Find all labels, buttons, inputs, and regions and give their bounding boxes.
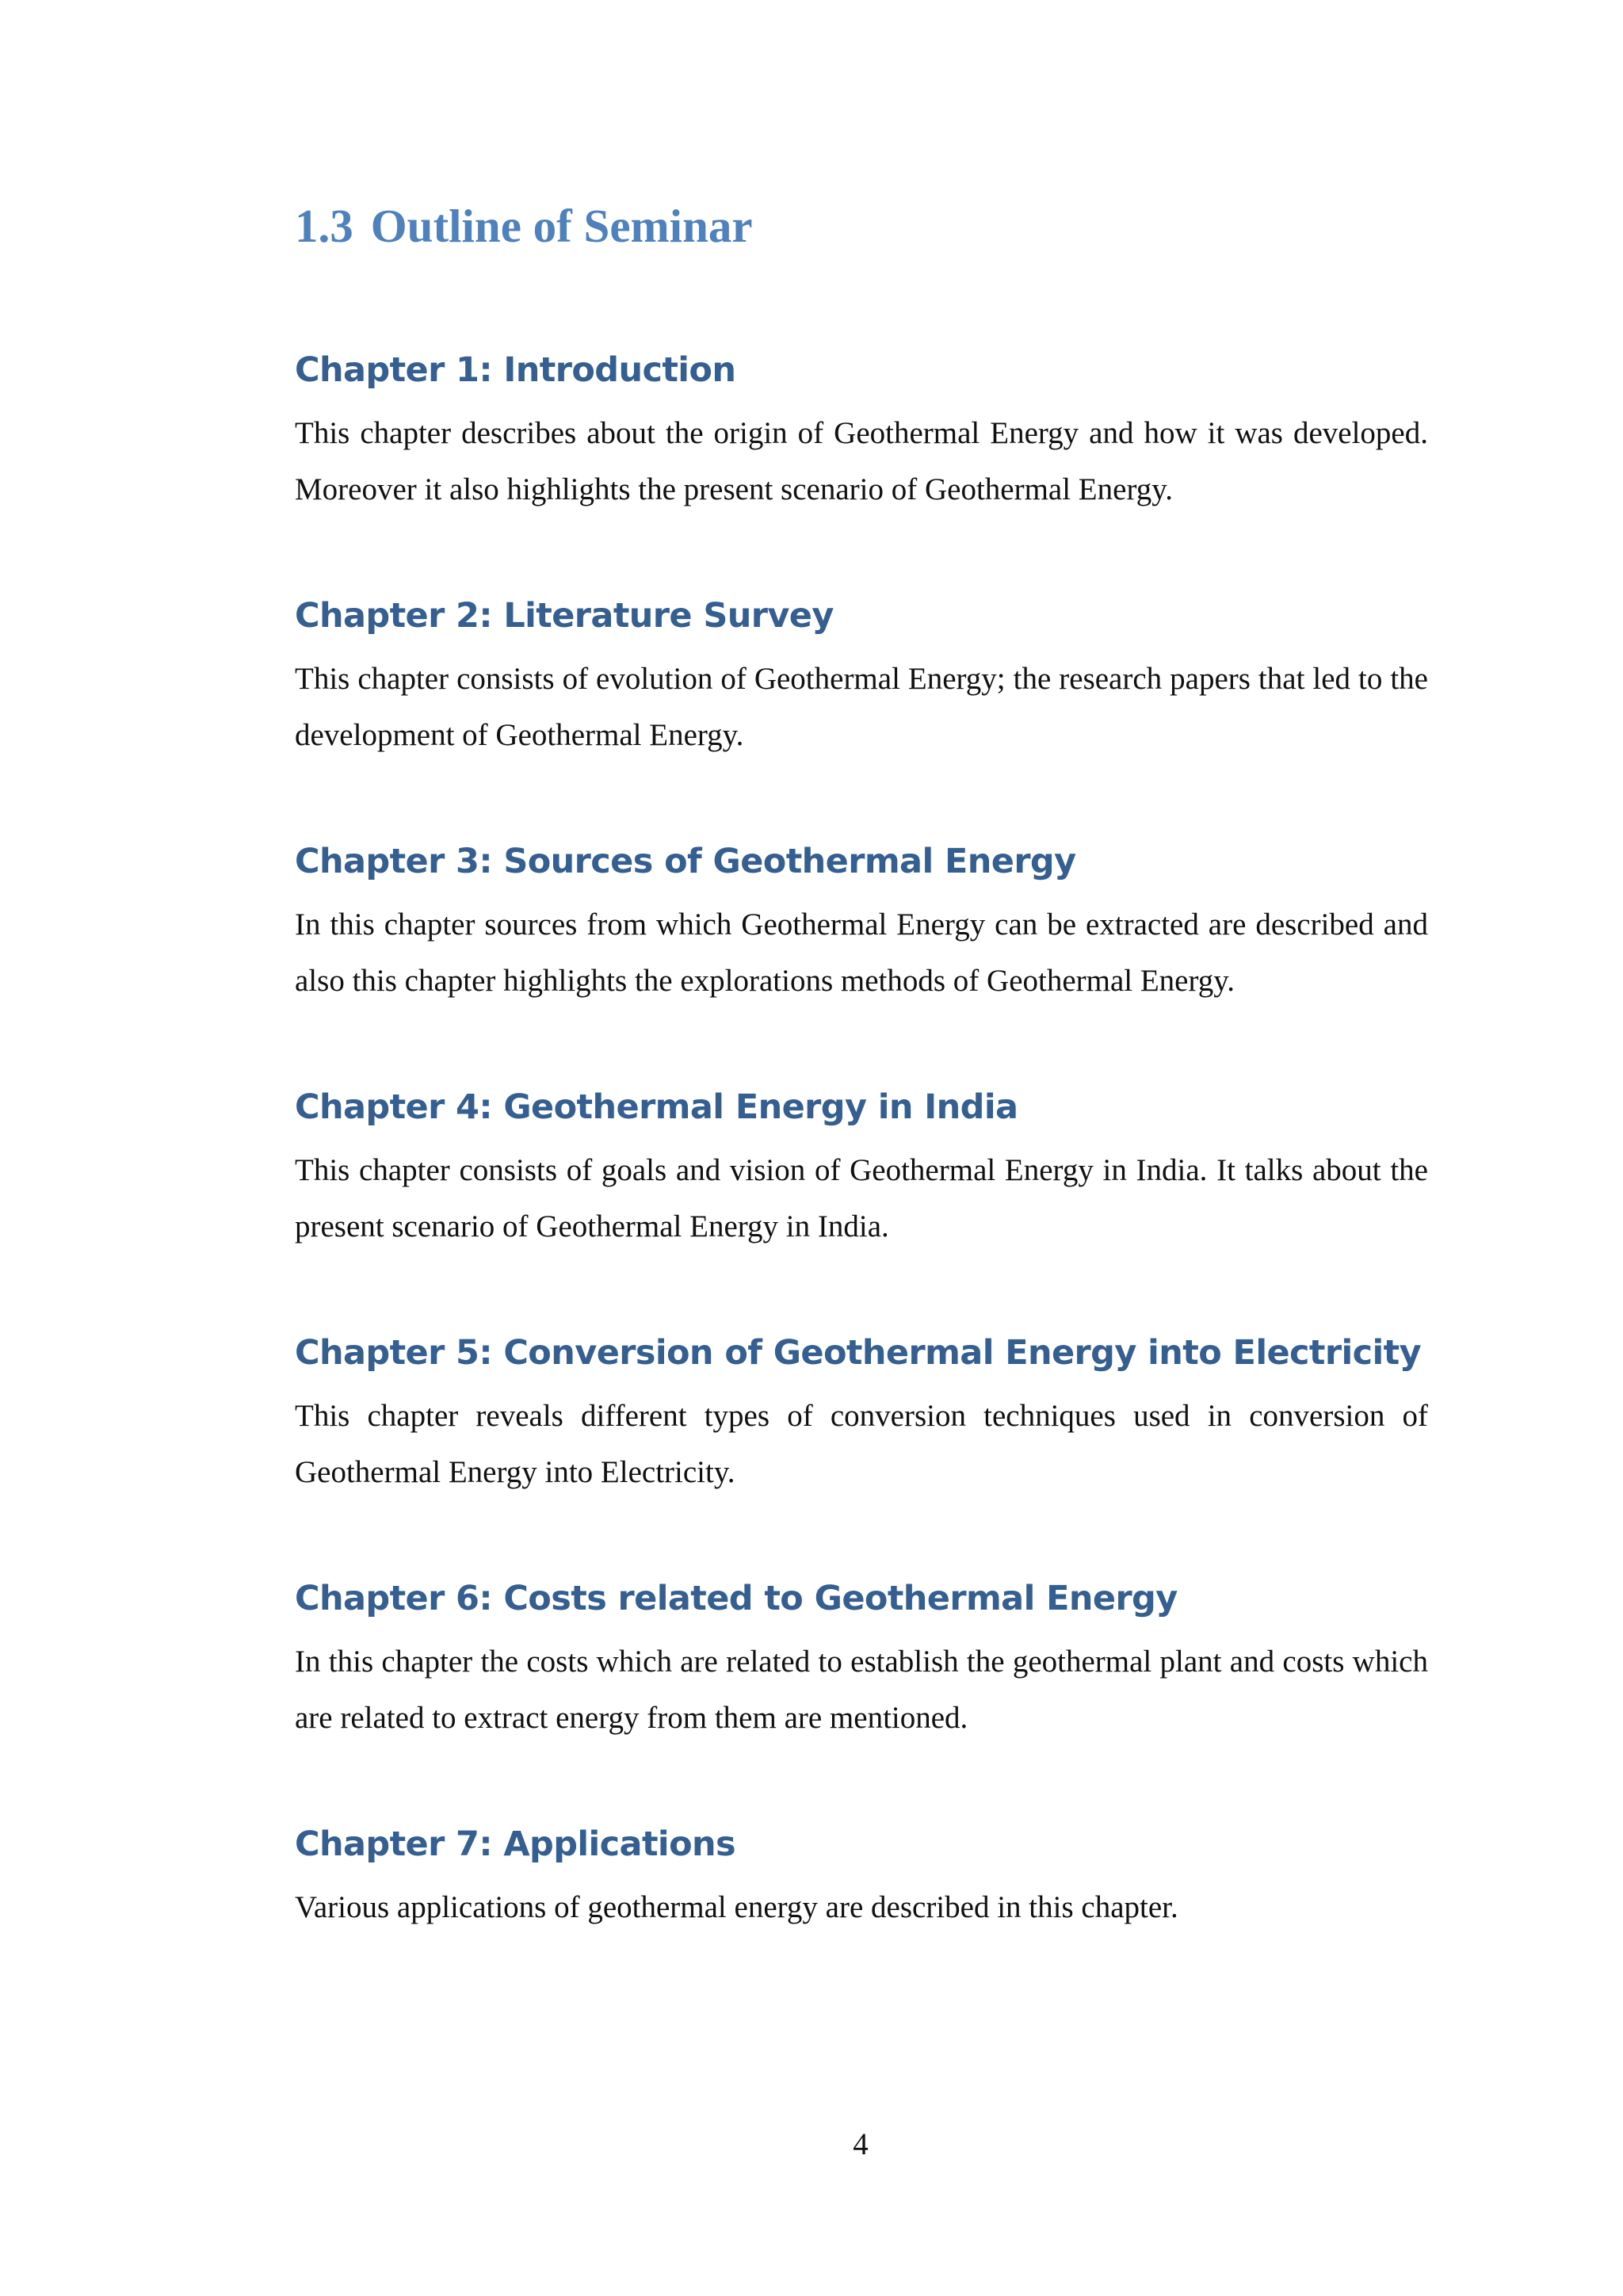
page-number: 4 xyxy=(853,2127,869,2161)
chapter-2 xyxy=(295,592,1428,763)
chapter-description: This chapter describes about the origin of Geothermal Energy and how it was developed. Moreover it also highlights the present scenario of Geothermal Energy. xyxy=(295,416,1428,506)
chapter-heading: Chapter 2: Literature Survey xyxy=(295,596,834,636)
chapter-heading: Chapter 3: Sources of Geothermal Energy xyxy=(295,842,1076,881)
chapter-3 xyxy=(295,838,1428,1009)
chapter-heading: Chapter 7: Applications xyxy=(295,1824,736,1864)
chapter-description: This chapter consists of goals and vision of Geothermal Energy in India. It talks about the present scenario of Geothermal Energy in India. xyxy=(295,1153,1428,1244)
chapter-heading: Chapter 5: Conversion of Geothermal Energy into Electricity xyxy=(295,1333,1422,1373)
chapter-description: Various applications of geothermal energy are described in this chapter. xyxy=(295,1890,1178,1924)
chapter-1 xyxy=(295,346,1428,518)
chapter-heading: Chapter 4: Geothermal Energy in India xyxy=(295,1087,1018,1127)
chapter-6 xyxy=(295,1575,1428,1746)
chapter-4 xyxy=(295,1083,1428,1255)
chapter-description: This chapter consists of evolution of Geothermal Energy; the research papers that led to the development of Geothermal Energy. xyxy=(295,662,1428,752)
chapter-description: In this chapter the costs which are related to establish the geothermal plant and costs which are related to extract energy from them are mentioned. xyxy=(295,1645,1428,1735)
chapter-7 xyxy=(295,1820,1428,1935)
chapter-description: This chapter reveals different types of conversion techniques used in conversion of Geothermal Energy into Electricity. xyxy=(295,1399,1428,1489)
chapter-heading: Chapter 6: Costs related to Geothermal Energy xyxy=(295,1579,1178,1618)
chapter-description: In this chapter sources from which Geothermal Energy can be extracted are described and also this chapter highlights the explorations methods of Geothermal Energy. xyxy=(295,907,1428,998)
section-title-text: Outline of Seminar xyxy=(370,200,753,252)
section-number: 1.3 xyxy=(295,200,353,252)
chapter-heading: Chapter 1: Introduction xyxy=(295,350,736,390)
chapter-5 xyxy=(295,1329,1428,1500)
section-title xyxy=(295,197,753,255)
